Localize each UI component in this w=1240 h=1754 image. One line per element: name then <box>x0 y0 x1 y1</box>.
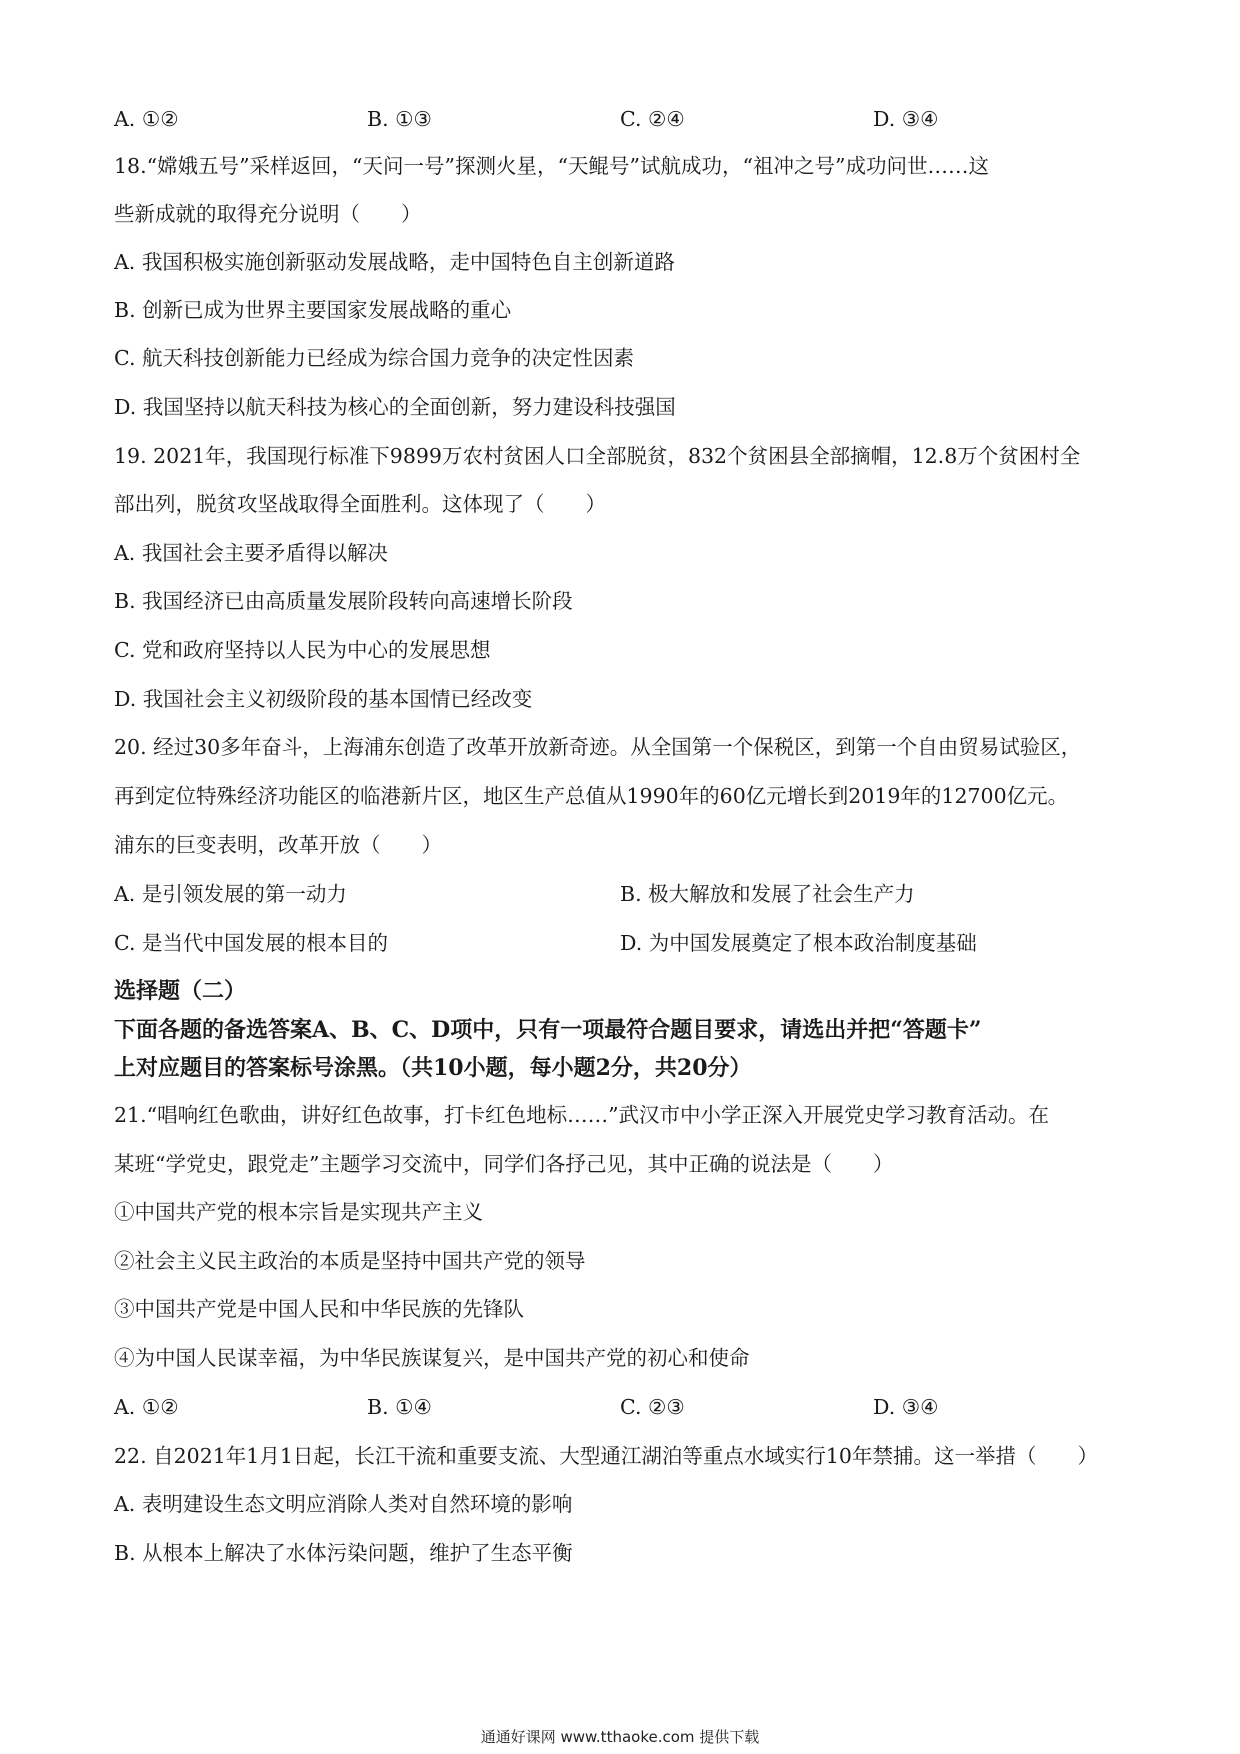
q21-option-a: A. ①② <box>114 1395 179 1419</box>
q18-option-a: A. 我国积极实施创新驱动发展战略，走中国特色自主创新道路 <box>114 250 675 274</box>
q21-item-1: ①中国共产党的根本宗旨是实现共产主义 <box>114 1200 483 1224</box>
q19-option-c: C. 党和政府坚持以人民为中心的发展思想 <box>114 638 491 662</box>
q21-option-d: D. ③④ <box>873 1395 939 1419</box>
q21-item-3: ③中国共产党是中国人民和中华民族的先锋队 <box>114 1297 524 1321</box>
q21-option-b: B. ①④ <box>367 1395 432 1419</box>
q22-option-a: A. 表明建设生态文明应消除人类对自然环境的影响 <box>114 1492 573 1516</box>
q21-stem-line2: 某班“学党史，跟党走”主题学习交流中，同学们各抒己见，其中正确的说法是（ ） <box>114 1152 894 1176</box>
q20-option-d: D. 为中国发展奠定了根本政治制度基础 <box>620 931 977 955</box>
q20-option-c: C. 是当代中国发展的根本目的 <box>114 931 388 955</box>
q18-option-c: C. 航天科技创新能力已经成为综合国力竞争的决定性因素 <box>114 346 634 370</box>
q19-stem-line1: 19. 2021年，我国现行标准下9899万农村贫困人口全部脱贫，832个贫困县全部摘帽，12.8万个贫困村全 <box>114 444 1081 468</box>
q18-option-b: B. 创新已成为世界主要国家发展战略的重心 <box>114 298 512 322</box>
q19-option-d: D. 我国社会主义初级阶段的基本国情已经改变 <box>114 687 533 711</box>
q21-stem-line1: 21.“唱响红色歌曲，讲好红色故事，打卡红色地标……”武汉市中小学正深入开展党史学习教育活动。在 <box>114 1103 1050 1127</box>
q22-stem-line1: 22. 自2021年1月1日起，长江干流和重要支流、大型通江湖泊等重点水域实行10年禁捕。这一举措（ ） <box>114 1444 1098 1468</box>
q20-stem-line2: 再到定位特殊经济功能区的临港新片区，地区生产总值从1990年的60亿元增长到2019年的12700亿元。 <box>114 784 1069 808</box>
q19-option-b: B. 我国经济已由高质量发展阶段转向高速增长阶段 <box>114 589 573 613</box>
q22-option-b: B. 从根本上解决了水体污染问题，维护了生态平衡 <box>114 1541 573 1565</box>
q18-stem-line1: 18.“嫦娥五号”采样返回，“天问一号”探测火星，“天鲲号”试航成功，“祖冲之号”成功问世……这 <box>114 154 989 178</box>
q21-item-4: ④为中国人民谋幸福，为中华民族谋复兴，是中国共产党的初心和使命 <box>114 1346 750 1370</box>
q21-item-2: ②社会主义民主政治的本质是坚持中国共产党的领导 <box>114 1249 586 1273</box>
q19-stem-line2: 部出列，脱贫攻坚战取得全面胜利。这体现了（ ） <box>114 492 606 516</box>
section-title: 选择题（二） <box>114 978 247 1004</box>
q20-options-row2 <box>114 929 1124 957</box>
q18-option-d: D. 我国坚持以航天科技为核心的全面创新，努力建设科技强国 <box>114 395 676 419</box>
q20-option-b: B. 极大解放和发展了社会生产力 <box>620 882 915 906</box>
q18-stem-line2: 些新成就的取得充分说明（ ） <box>114 202 422 226</box>
q17-option-a: A. ①② <box>114 107 179 131</box>
q17-options <box>114 105 1124 133</box>
q17-option-d: D. ③④ <box>873 107 939 131</box>
q21-options <box>114 1393 1124 1421</box>
q20-stem-line1: 20. 经过30多年奋斗，上海浦东创造了改革开放新奇迹。从全国第一个保税区，到第一个自由贸易试验区， <box>114 735 1082 759</box>
q20-stem-line3: 浦东的巨变表明，改革开放（ ） <box>114 833 442 857</box>
section-instruction-line2: 上对应题目的答案标号涂黑。（共10小题，每小题2分，共20分） <box>114 1055 752 1081</box>
q20-option-a: A. 是引领发展的第一动力 <box>114 882 347 906</box>
q21-option-c: C. ②③ <box>620 1395 685 1419</box>
q17-option-b: B. ①③ <box>367 107 432 131</box>
footer-watermark: 通通好课网 www.tthaoke.com 提供下载 <box>480 1728 760 1746</box>
q17-option-c: C. ②④ <box>620 107 685 131</box>
q19-option-a: A. 我国社会主要矛盾得以解决 <box>114 541 388 565</box>
section-instruction-line1: 下面各题的备选答案A、B、C、D项中，只有一项最符合题目要求，请选出并把“答题卡” <box>114 1017 982 1043</box>
q20-options-row1 <box>114 880 1124 908</box>
